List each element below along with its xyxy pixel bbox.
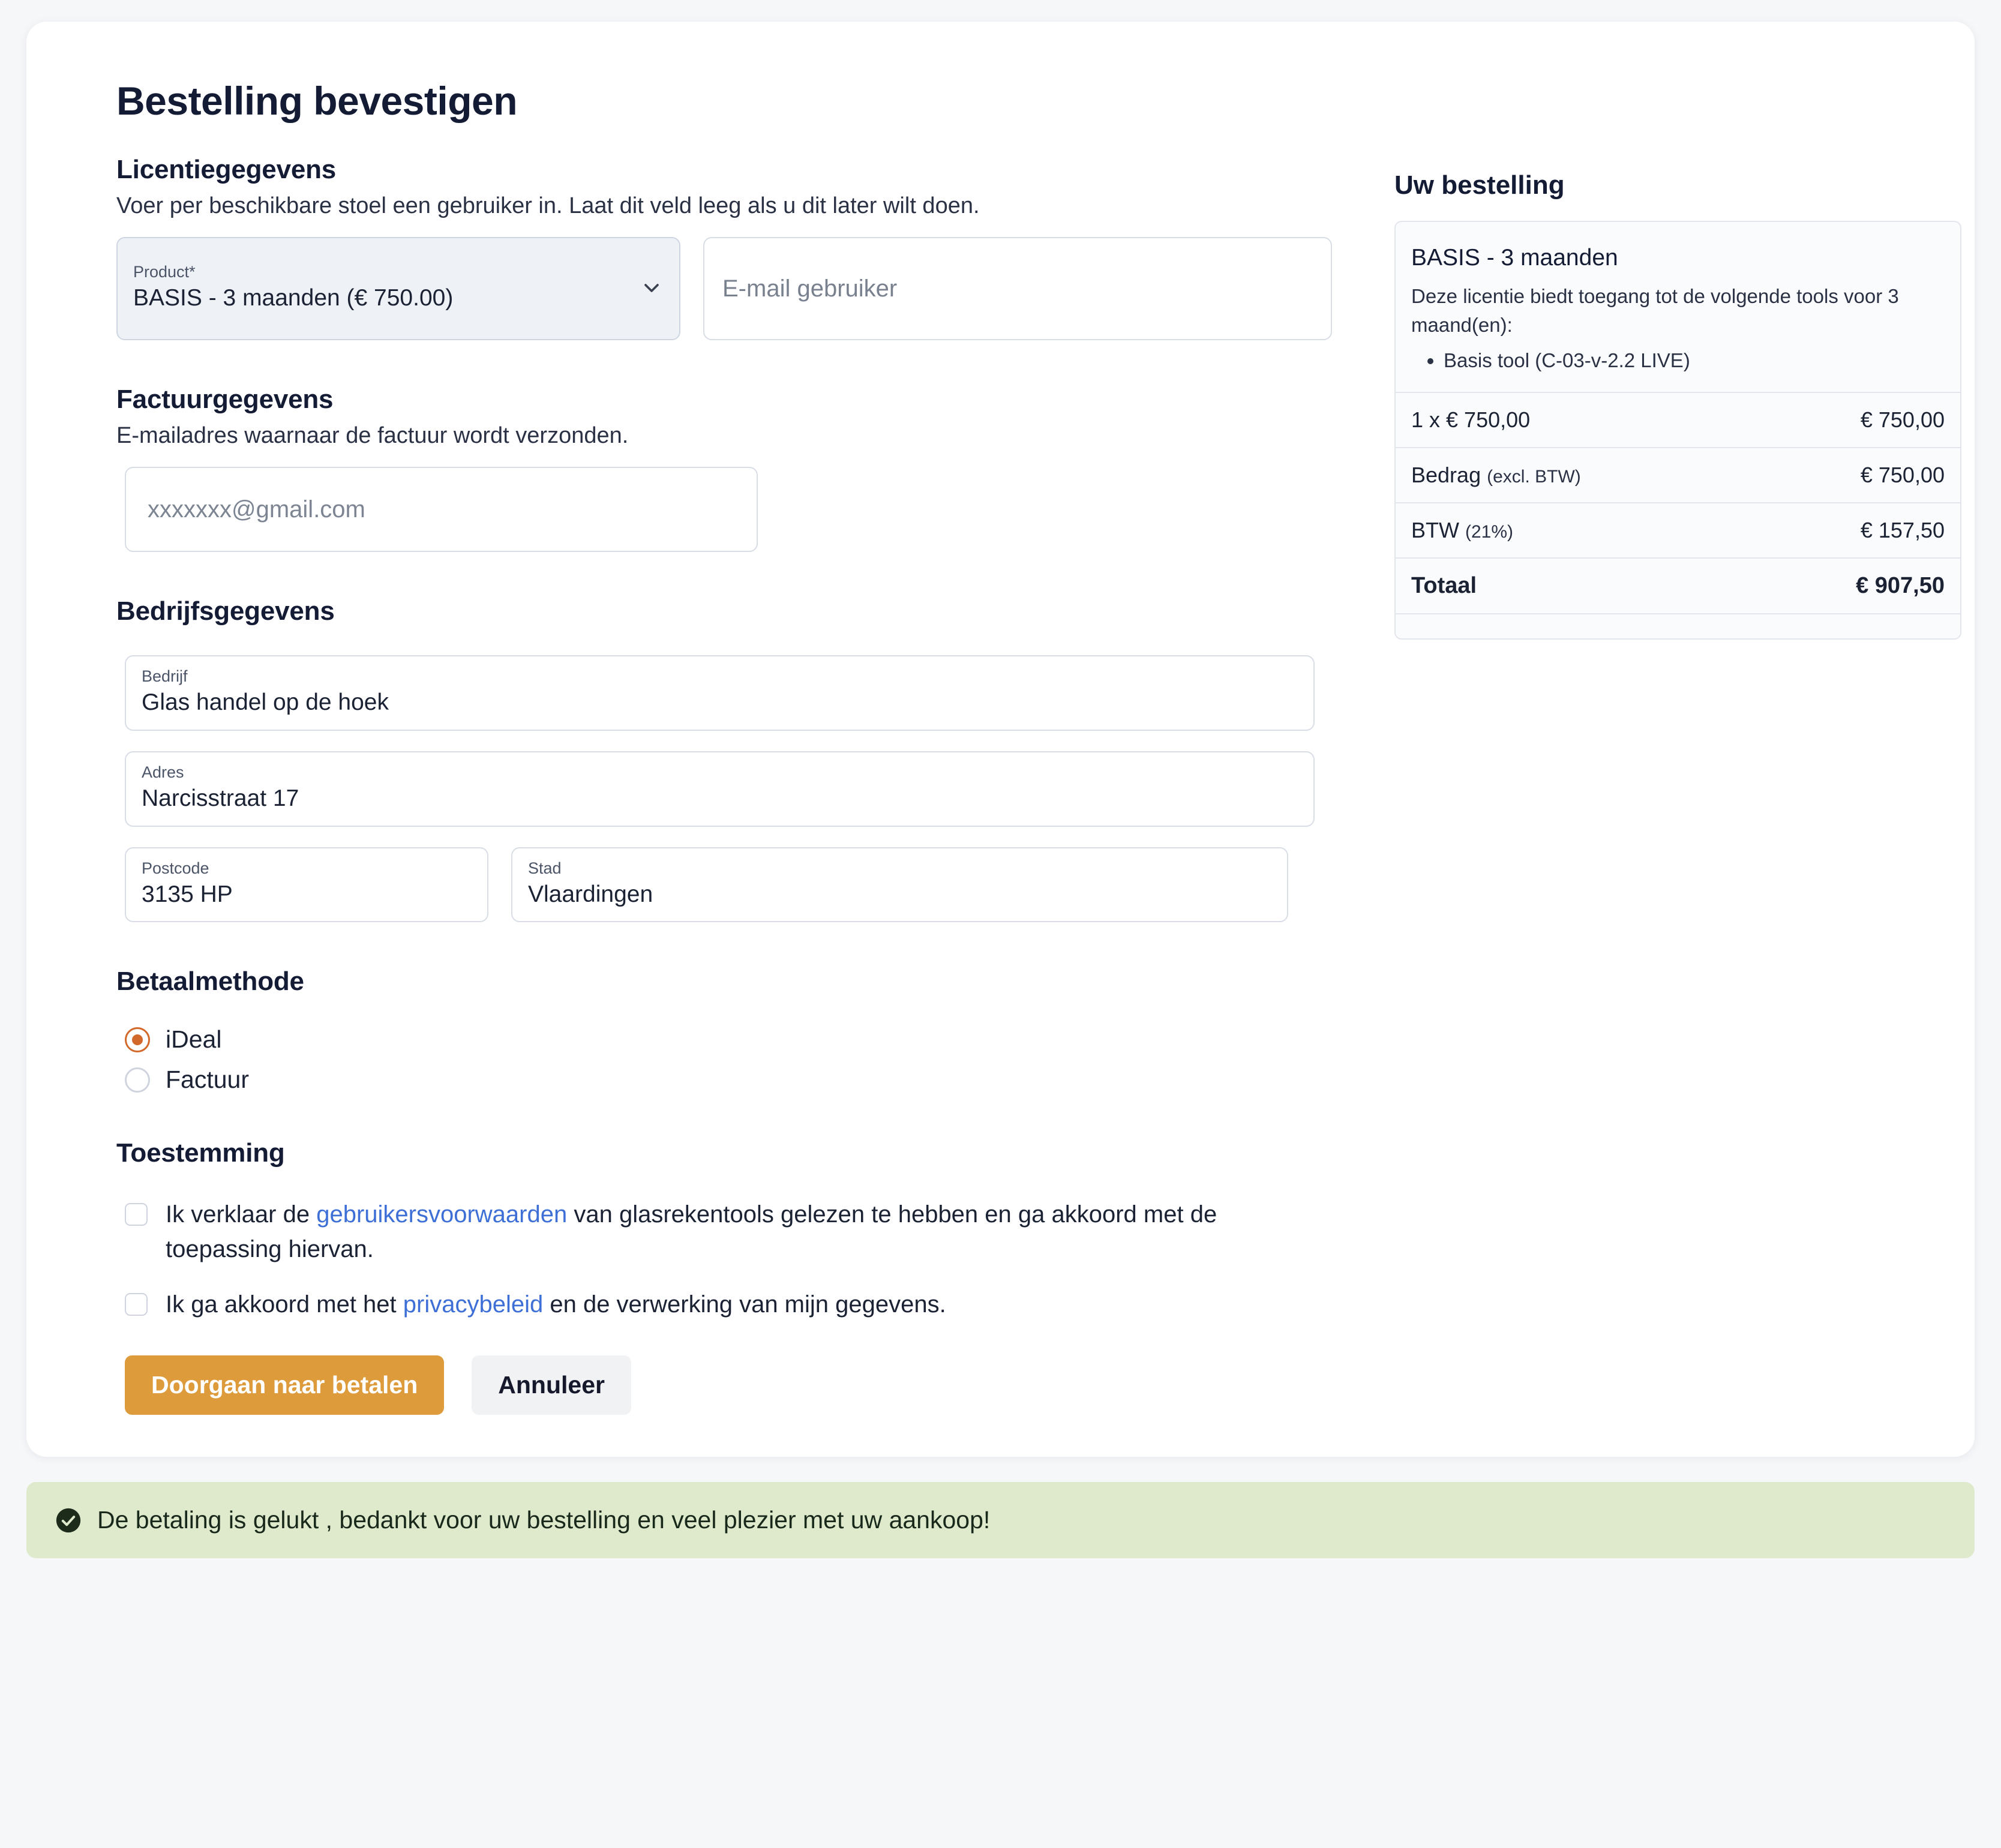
order-item-title: BASIS - 3 maanden — [1411, 245, 1618, 271]
company-name-field[interactable] — [125, 655, 1315, 731]
consent-privacy-row[interactable] — [125, 1287, 1325, 1322]
order-item-tool: • Basis tool (C-03-v-2.2 LIVE) — [1444, 346, 1945, 376]
company-address-field[interactable] — [125, 751, 1315, 827]
order-total-label: Totaal — [1411, 573, 1477, 599]
product-select-label: Product* — [133, 263, 196, 281]
order-qty-label: 1 x € 750,00 — [1411, 407, 1531, 433]
order-subtotal-row — [1396, 447, 1960, 502]
company-section-heading: Bedrijfsgegevens — [116, 596, 335, 626]
consent-terms-text — [166, 1197, 1325, 1267]
consent-section-heading: Toestemming — [116, 1138, 285, 1168]
invoice-section-heading: Factuurgegevens — [116, 385, 334, 414]
company-postcode-city-row — [116, 847, 1358, 923]
license-section-description: Voer per beschikbare stoel een gebruiker in. Laat dit veld leeg als u dit later wilt doen. — [116, 193, 980, 218]
order-summary — [1394, 155, 1961, 640]
terms-link[interactable]: gebruikersvoorwaarden — [316, 1201, 568, 1228]
order-vat-label-text: BTW — [1411, 518, 1459, 543]
order-summary-heading: Uw bestelling — [1394, 170, 1565, 200]
checkbox-terms[interactable] — [125, 1203, 148, 1226]
consent-terms-row[interactable] — [125, 1197, 1325, 1267]
privacy-link[interactable]: privacybeleid — [403, 1291, 544, 1318]
order-vat-note: (21%) — [1465, 522, 1514, 542]
invoice-email-input[interactable] — [125, 467, 758, 552]
payment-option-factuur-label: Factuur — [166, 1066, 249, 1094]
company-address-label: Adres — [142, 763, 184, 781]
invoice-section-description: E-mailadres waarnaar de factuur wordt verzonden. — [116, 423, 629, 448]
consent-privacy-pre: Ik ga akkoord met het — [166, 1291, 403, 1318]
payment-option-ideal-label: iDeal — [166, 1025, 222, 1054]
payment-success-message: De betaling is gelukt , bedankt voor uw bestelling en veel plezier met uw aankoop! — [97, 1506, 991, 1534]
order-subtotal-label — [1411, 463, 1581, 488]
license-row — [116, 237, 1358, 340]
order-subtotal-note: (excl. BTW) — [1487, 467, 1581, 487]
consent-privacy-text — [166, 1287, 946, 1322]
license-section-heading: Licentiegegevens — [116, 155, 337, 184]
company-city-label: Stad — [528, 859, 562, 877]
invoice-email-placeholder: xxxxxxx@gmail.com — [148, 496, 365, 523]
radio-selected-icon[interactable] — [125, 1027, 150, 1052]
check-circle-icon — [55, 1507, 82, 1534]
company-postcode-label: Postcode — [142, 859, 209, 877]
order-item-description: Deze licentie biedt toegang tot de volgende tools voor 3 maand(en): — [1411, 285, 1899, 336]
payment-option-ideal[interactable] — [125, 1025, 1358, 1054]
order-item-tools — [1411, 346, 1945, 376]
license-user-email-input[interactable] — [703, 237, 1332, 340]
company-name-label: Bedrijf — [142, 667, 188, 685]
order-total-value: € 907,50 — [1856, 573, 1945, 599]
payment-section-heading: Betaalmethode — [116, 967, 304, 997]
consent-terms-pre: Ik verklaar de — [166, 1201, 317, 1228]
company-name-value: Glas handel op de hoek — [142, 689, 389, 715]
order-summary-footer — [1396, 613, 1960, 638]
order-qty-value: € 750,00 — [1860, 407, 1945, 433]
product-select[interactable] — [116, 237, 680, 340]
checkout-card — [26, 22, 1975, 1457]
company-city-value: Vlaardingen — [528, 881, 653, 907]
order-vat-label — [1411, 518, 1513, 543]
company-postcode-field[interactable] — [125, 847, 488, 923]
company-postcode-value: 3135 HP — [142, 881, 233, 907]
radio-unselected-icon[interactable] — [125, 1067, 150, 1093]
order-subtotal-value: € 750,00 — [1860, 463, 1945, 488]
order-vat-row — [1396, 502, 1960, 557]
order-summary-box — [1394, 221, 1961, 640]
form-actions — [125, 1355, 1358, 1415]
chevron-down-icon — [640, 276, 664, 300]
consent-privacy-post: en de verwerking van mijn gegevens. — [543, 1291, 946, 1318]
order-qty-row — [1396, 392, 1960, 447]
order-subtotal-label-text: Bedrag — [1411, 463, 1481, 488]
consent-terms-post: van glasrekentools gelezen te hebben en ga akkoord met de toepassing hiervan. — [166, 1201, 1217, 1263]
company-city-field[interactable] — [511, 847, 1288, 923]
continue-to-payment-button[interactable]: Doorgaan naar betalen — [125, 1355, 444, 1415]
checkout-form — [116, 155, 1358, 1415]
checkbox-privacy[interactable] — [125, 1293, 148, 1316]
payment-option-factuur[interactable] — [125, 1066, 1358, 1094]
checkout-columns — [116, 155, 1945, 1415]
license-user-email-placeholder: E-mail gebruiker — [722, 275, 898, 302]
company-address-value: Narcisstraat 17 — [142, 785, 299, 811]
order-item — [1396, 222, 1960, 392]
order-total-row — [1396, 557, 1960, 613]
order-vat-value: € 157,50 — [1860, 518, 1945, 543]
cancel-button[interactable]: Annuleer — [472, 1355, 631, 1415]
product-select-value: BASIS - 3 maanden (€ 750.00) — [133, 285, 454, 311]
page-title: Bestelling bevestigen — [116, 79, 518, 123]
payment-success-banner — [26, 1482, 1975, 1558]
